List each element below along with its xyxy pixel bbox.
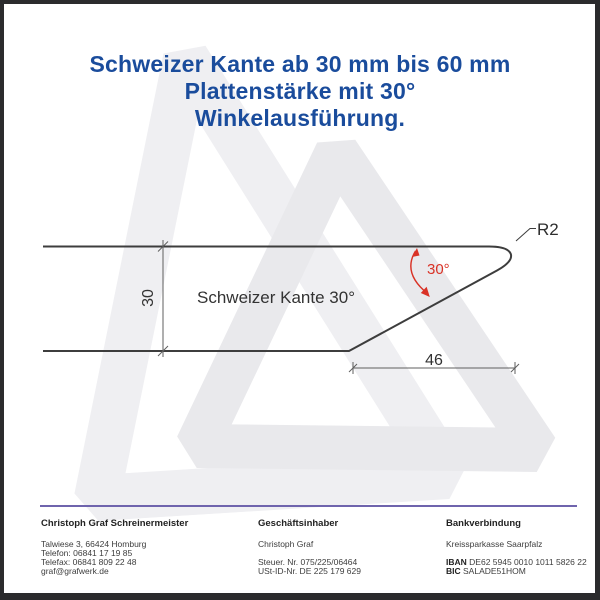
thickness-dimension-value: 30 xyxy=(140,289,157,307)
bank-bic xyxy=(446,567,587,576)
page-title xyxy=(0,51,600,132)
owner-tax-number: Steuer. Nr. 075/225/06464 xyxy=(258,557,358,567)
iban-value: DE62 5945 0010 1011 5826 22 xyxy=(469,557,587,567)
company-fax: Telefax: 06841 809 22 48 xyxy=(41,557,137,567)
profile-label: Schweizer Kante 30° xyxy=(197,288,355,307)
width-dimension-value: 46 xyxy=(425,352,443,369)
page-title-line-3: Winkelausführung. xyxy=(194,105,406,131)
page-title-line-2: Plattenstärke mit 30° xyxy=(184,78,416,104)
company-email: graf@grafwerk.de xyxy=(41,566,109,576)
company-address: Talwiese 3, 66424 Homburg xyxy=(41,539,147,549)
bic-label: BIC xyxy=(446,566,461,576)
company-name: Christoph Graf Schreinermeister xyxy=(41,518,189,529)
angle-label: 30° xyxy=(427,261,450,278)
owner-heading: Geschäftsinhaber xyxy=(258,518,339,529)
footer-owner-column xyxy=(258,518,361,576)
footer-bank-column xyxy=(446,518,587,576)
footer-separator-line xyxy=(40,505,577,507)
bic-value: SALADE51HOM xyxy=(463,566,526,576)
owner-vat-id: USt-ID-Nr. DE 225 179 629 xyxy=(258,566,361,576)
radius-leader-line xyxy=(516,229,536,242)
bank-name: Kreissparkasse Saarpfalz xyxy=(446,539,543,549)
bank-heading: Bankverbindung xyxy=(446,518,521,529)
thickness-dimension-line xyxy=(158,240,168,357)
owner-name: Christoph Graf xyxy=(258,539,314,549)
footer-company-column xyxy=(41,518,188,576)
iban-label: IBAN xyxy=(446,557,467,567)
radius-label: R2 xyxy=(537,220,559,239)
page-title-line-1: Schweizer Kante ab 30 mm bis 60 mm xyxy=(89,51,511,77)
company-phone: Telefon: 06841 17 19 85 xyxy=(41,548,133,558)
